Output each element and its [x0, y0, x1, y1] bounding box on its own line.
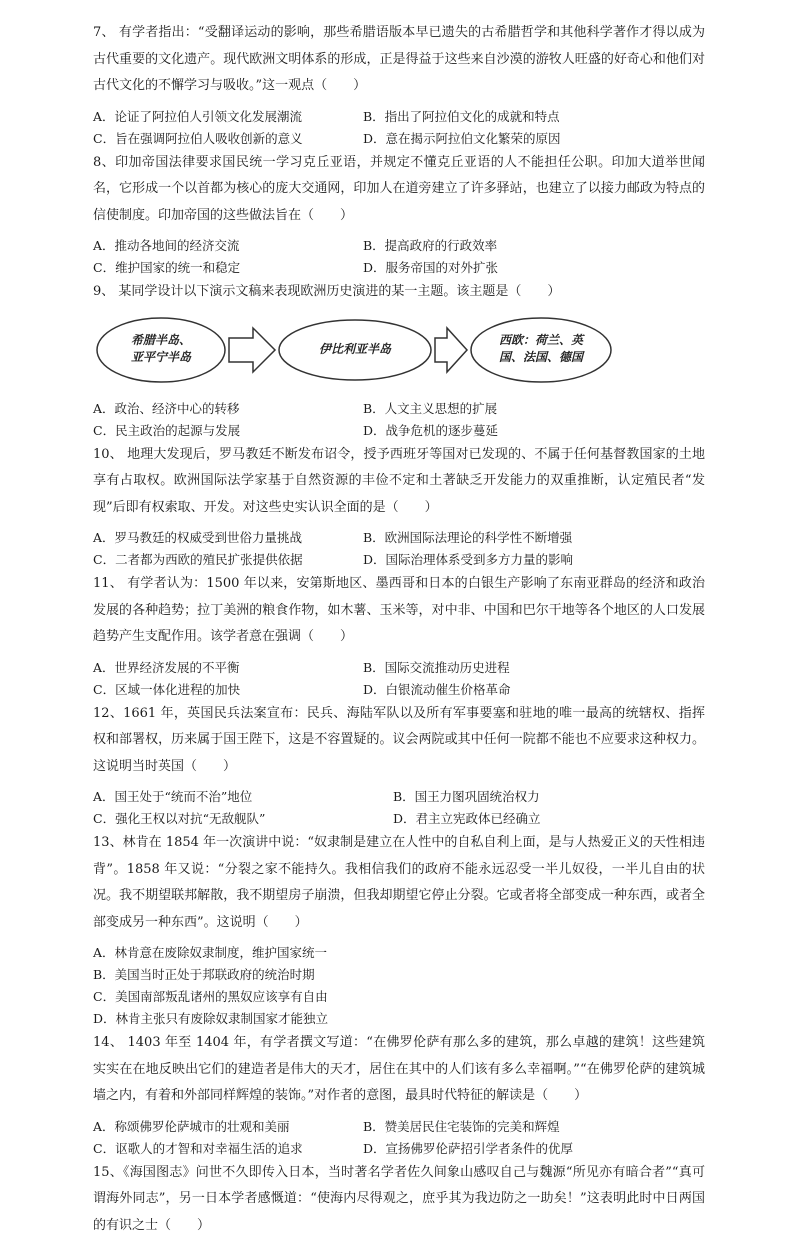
- option-b[interactable]: B．国际交流推动历史进程: [363, 657, 510, 679]
- question-7: [93, 20, 705, 150]
- question-8: [93, 150, 705, 280]
- question-stem: 13、林肯在 1854 年一次演讲中说：“奴隶制是建立在人性中的自私自利上面，是与人热爱正义的天性相违背”。1858 年又说：“分裂之家不能持久。我相信我们的政府不能永远忍受一半儿奴役，一半儿自由的状况。我不期望联邦解散，我不期望房子崩溃，但我却期望它停止分裂。它或者将全部变成一种东西，或者全部变成另一种东西”。这说明（ ）: [93, 830, 705, 936]
- option-d[interactable]: D．战争危机的逐步蔓延: [363, 420, 498, 442]
- option-a[interactable]: A．林肯意在废除奴隶制度，维护国家统一: [93, 942, 705, 964]
- option-a[interactable]: A．罗马教廷的权威受到世俗力量挑战: [93, 527, 363, 549]
- question-13: [93, 830, 705, 1030]
- option-b[interactable]: B．赞美居民住宅装饰的完美和辉煌: [363, 1116, 560, 1138]
- oval-label-1-line1: 希腊半岛、: [111, 332, 211, 349]
- option-d[interactable]: D．服务帝国的对外扩张: [363, 257, 498, 279]
- option-d[interactable]: D．宣扬佛罗伦萨招引学者条件的优厚: [363, 1138, 573, 1160]
- options: [93, 235, 705, 279]
- question-9: [93, 279, 705, 442]
- option-b[interactable]: B．提高政府的行政效率: [363, 235, 497, 257]
- option-b[interactable]: B．美国当时正处于邦联政府的统治时期: [93, 964, 705, 986]
- question-stem: 11、 有学者认为：1500 年以来，安第斯地区、墨西哥和日本的白银生产影响了东南亚群岛的经济和政治发展的各种趋势；拉丁美洲的粮食作物，如木薯、玉米等，对中非、中国和巴尔干地等各个地区的人口发展趋势产生支配作用。该学者意在强调（ ）: [93, 571, 705, 651]
- arrow-1: [229, 328, 275, 372]
- question-14: [93, 1030, 705, 1160]
- option-d[interactable]: D．君主立宪政体已经确立: [393, 808, 541, 830]
- question-10: [93, 442, 705, 572]
- question-stem: 10、 地理大发现后，罗马教廷不断发布诏令，授予西班牙等国对已发现的、不属于任何基督教国家的土地享有占取权。欧洲国际法学家基于自然资源的丰俭不定和土著缺乏开发能力的双重推断，认定殖民者“发现”后即有权索取、开发。对这些史实认识全面的是（ ）: [93, 442, 705, 522]
- option-a[interactable]: A．论证了阿拉伯人引领文化发展潮流: [93, 106, 363, 128]
- flow-diagram: [93, 310, 705, 392]
- oval-label-3: [481, 332, 601, 366]
- option-b[interactable]: B．指出了阿拉伯文化的成就和特点: [363, 106, 560, 128]
- question-stem: 14、 1403 年至 1404 年，有学者撰文写道：“在佛罗伦萨有那么多的建筑，那么卓越的建筑！这些建筑实实在在地反映出它们的建造者是伟大的天才，居住在其中的人们该有多么幸福啊。”“在佛罗伦萨的建筑城墙之内，有着和外部同样辉煌的装饰。”对作者的意图，最具时代特征的解读是（ ）: [93, 1030, 705, 1110]
- question-11: [93, 571, 705, 701]
- option-a[interactable]: A．称颂佛罗伦萨城市的壮观和美丽: [93, 1116, 363, 1138]
- options: [93, 106, 705, 150]
- option-b[interactable]: B．欧洲国际法理论的科学性不断增强: [363, 527, 572, 549]
- question-12: [93, 701, 705, 831]
- question-stem: 8、印加帝国法律要求国民统一学习克丘亚语，并规定不懂克丘亚语的人不能担任公职。印加大道举世闻名，它形成一个以首都为核心的庞大交通网，印加人在道旁建立了许多驿站，也建立了以接力邮政为特点的信使制度。印加帝国的这些做法旨在（ ）: [93, 150, 705, 230]
- option-c[interactable]: C．美国南部叛乱诸州的黑奴应该享有自由: [93, 986, 705, 1008]
- option-b[interactable]: B．人文主义思想的扩展: [363, 398, 497, 420]
- option-c[interactable]: C．二者都为西欧的殖民扩张提供依据: [93, 549, 363, 571]
- question-stem: 9、 某同学设计以下演示文稿来表现欧洲历史演进的某一主题。该主题是（ ）: [93, 279, 705, 306]
- oval-label-3-line1: 西欧：荷兰、英: [481, 332, 601, 349]
- option-a[interactable]: A．政治、经济中心的转移: [93, 398, 363, 420]
- option-c[interactable]: C．讴歌人的才智和对幸福生活的追求: [93, 1138, 363, 1160]
- oval-label-2: 伊比利亚半岛: [289, 341, 421, 358]
- option-a[interactable]: A．国王处于“统而不治”地位: [93, 786, 393, 808]
- options: [93, 942, 705, 1030]
- option-b[interactable]: B．国王力图巩固统治权力: [393, 786, 540, 808]
- option-d[interactable]: D．国际治理体系受到多方力量的影响: [363, 549, 573, 571]
- option-a[interactable]: A．世界经济发展的不平衡: [93, 657, 363, 679]
- question-stem: 12、1661 年，英国民兵法案宣布：民兵、海陆军队以及所有军事要塞和驻地的唯一最高的统辖权、指挥权和部署权，历来属于国王陛下，这是不容置疑的。议会两院或其中任何一院都不能也不应要求这种权力。这说明当时英国（ ）: [93, 701, 705, 781]
- oval-label-3-line2: 国、法国、德国: [481, 349, 601, 366]
- option-d[interactable]: D．意在揭示阿拉伯文化繁荣的原因: [363, 128, 561, 150]
- oval-label-1-line2: 亚平宁半岛: [111, 349, 211, 366]
- option-a[interactable]: A．推动各地间的经济交流: [93, 235, 363, 257]
- options: [93, 527, 705, 571]
- option-c[interactable]: C．强化王权以对抗“无敌舰队”: [93, 808, 393, 830]
- question-stem: 7、 有学者指出：“受翻译运动的影响，那些希腊语版本早已遗失的古希腊哲学和其他科学著作才得以成为古代重要的文化遗产。现代欧洲文明体系的形成，正是得益于这些来自沙漠的游牧人旺盛的好奇心和他们对古代文化的不懈学习与吸收。”这一观点（ ）: [93, 20, 705, 100]
- arrow-2: [435, 328, 467, 372]
- option-c[interactable]: C．民主政治的起源与发展: [93, 420, 363, 442]
- options: [93, 398, 705, 442]
- question-stem: 15、《海国图志》问世不久即传入日本，当时著名学者佐久间象山感叹自己与魏源“所见亦有暗合者”“真可谓海外同志”，另一日本学者感慨道：“使海内尽得观之，庶乎其为我边防之一助矣！”这表明此时中日两国的有识之士（ ）: [93, 1160, 705, 1239]
- options: [93, 657, 705, 701]
- option-d[interactable]: D．白银流动催生价格革命: [363, 679, 511, 701]
- options: [93, 1116, 705, 1160]
- option-c[interactable]: C．旨在强调阿拉伯人吸收创新的意义: [93, 128, 363, 150]
- option-c[interactable]: C．维护国家的统一和稳定: [93, 257, 363, 279]
- option-d[interactable]: D．林肯主张只有废除奴隶制国家才能独立: [93, 1008, 705, 1030]
- exam-page: [93, 20, 705, 1239]
- option-c[interactable]: C．区域一体化进程的加快: [93, 679, 363, 701]
- options: [93, 786, 705, 830]
- question-15: [93, 1160, 705, 1239]
- oval-label-1: [111, 332, 211, 366]
